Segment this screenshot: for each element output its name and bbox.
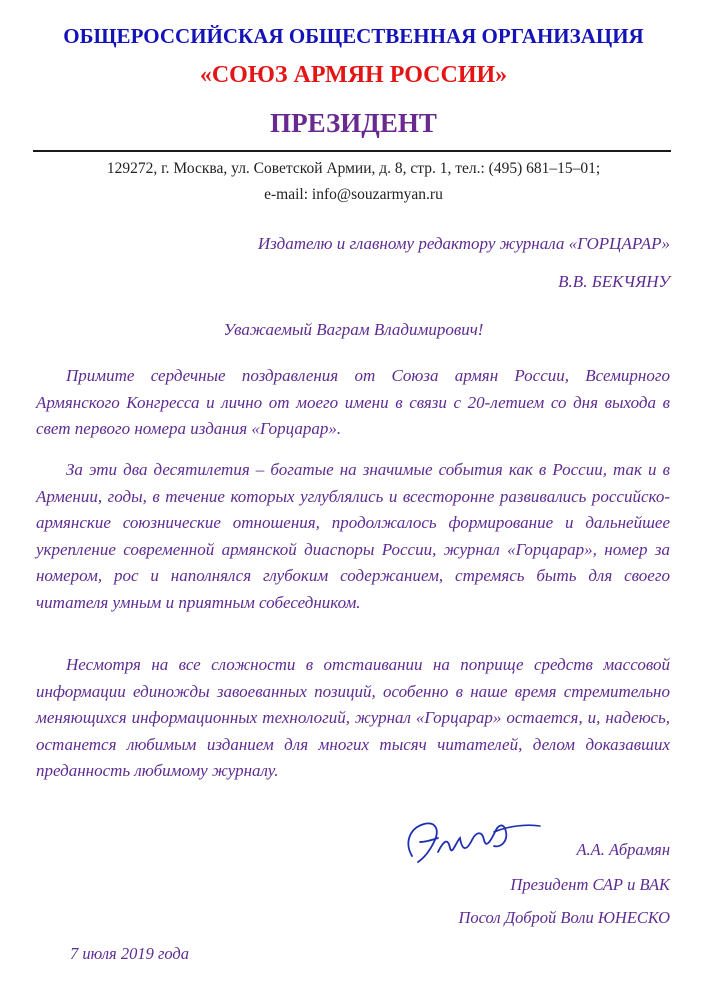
letter-paragraph-2: За эти два десятилетия – богатые на значимые события как в России, так и в Армении, годы, в течение которых углублялись и всесторонне развивались российско-армянские союзнические отношения, продолжалось формирование и дальнейшее укрепление современной армянской диаспоры России, журнал «Горцарар», номер за номером, рос и наполнялся глубоким содержанием, стремясь быть для своего читателя умным и приятным собеседником. <box>36 460 670 612</box>
letter-paragraph-3: Несмотря на все сложности в отстаивании на поприще средств массовой информации единожды завоеванных позиций, особенно в наше время стремительно меняющихся информационных технологий, журнал «Горцарар» остается, и, надеюсь, останется любимым изданием для многих тысяч читателей, делом доказавших преданность любимому журналу. <box>36 655 670 780</box>
email-address: e-mail: info@souzarmyan.ru <box>264 186 443 203</box>
signatory-title-1: Президент САР и ВАК <box>510 875 670 894</box>
addressee-line-2: В.В. БЕКЧЯНУ <box>558 272 670 291</box>
signatory-name: А.А. Абрамян <box>576 840 670 859</box>
letter-paragraph-1: Примите сердечные поздравления от Союза армян России, Всемирного Армянского Конгресса и лично от моего имени в связи с 20-летием со дня выхода в свет первого номера издания «Горцарар». <box>36 366 670 438</box>
organization-name-heading: «СОЮЗ АРМЯН РОССИИ» <box>199 62 508 88</box>
signatory-title-2: Посол Доброй Воли ЮНЕСКО <box>458 908 670 927</box>
position-heading: ПРЕЗИДЕНТ <box>270 108 437 138</box>
postal-address: 129272, г. Москва, ул. Советской Армии, д. 8, стр. 1, тел.: (495) 681–15–01; <box>106 160 601 177</box>
greeting: Уважаемый Ваграм Владимирович! <box>223 320 484 339</box>
letter-date: 7 июля 2019 года <box>70 944 190 963</box>
organization-type-heading: ОБЩЕРОССИЙСКАЯ ОБЩЕСТВЕННАЯ ОРГАНИЗАЦИЯ <box>63 24 644 48</box>
addressee-line-1: Издателю и главному редактору журнала «ГОРЦАРАР» <box>257 234 670 253</box>
header-divider <box>33 150 671 152</box>
handwritten-signature <box>390 812 550 872</box>
